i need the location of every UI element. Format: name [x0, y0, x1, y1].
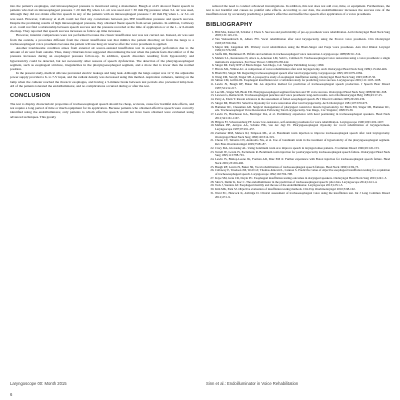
reference-item: 11. Lewin JS, Baugh RF, Baker SR. An objective method for prediction of tracheoesophageal speech production. J Speech Hear Disord 1987;52:212-217. [215, 83, 390, 91]
body-paragraph: Another troublesome condition arises from external air source-assisted insufflation test in esophageal perforation due to the amount of air sent from outside. Thus, many clinicians have suggested discontinuing the test when the patient feels discomfort or if the pressure increases during an esophageal pressure follow-up. In addition, speech disorders resulting from hypotonicity and hypertonicity could be detected, but not necessarily other reasons of speech dysfunction. The detection of the pharyngoesophageal segment, such as esophageal stricture, irregularities in the pharyngoesophageal segment, and a more that is lower than the normal position. [10, 46, 194, 72]
reference-item: 18. Hilgers FJ, Schouwenburg PF. A new low-resistance, self-retaining prosthesis for voice rehabilitation. Laryngoscope 1990;100:1202-1207. [215, 121, 390, 125]
left-column [10, 4, 194, 119]
reference-list [206, 31, 390, 200]
reference-item: 9. Wang ZM, Sun M, Singer MI. A prospective study of esophageal insufflation testing. Otolaryngol Head Neck Surg 1993;108:47-50. [215, 76, 390, 80]
reference-item: 31. Ward EC, Hancock K, Aldridge D. Clinical assessment of tracheoesophageal voice using the insufflation test. Int J Lang Commun Disord 2012;47:1-9. [215, 192, 390, 200]
reference-item: 22. Crary MA, Glowasky AL. Using botulinum toxin A to improve speech in laryngectomee patients. J Commun Disord 1996;29:145-153. [215, 147, 390, 151]
reference-item: 10. Simon CM, Griffin JR. Esophageal insufflation test: a validation study for predicting voice success. Laryngoscope 2001;111:1103-1108. [215, 79, 390, 83]
reference-item: 5. Maletic LL, Kontonatos N, Alaca A, Ackerson LM, Sohl L, Calimon N. Tracheoesophageal voice restoration using a voice prosthesis: a single institution's experience. Ear Nose Throat J 2004;83:238-242. [215, 57, 390, 65]
reference-item: 29. Tack J, Sanders AT. Esophageal motility and the use of the endoilluminator. Laryngoscope 2013;123:1-3. [215, 184, 390, 188]
body-text [10, 4, 194, 88]
page-number: 6 [10, 392, 13, 397]
conclusion-heading: CONCLUSION [10, 93, 51, 100]
continuation-paragraph: reduced the need to conduct advanced investigations. In addition, this test does not add cost, time, or equipment. Furthermore, the test is not harmful and causes no painful side effects. According to our data, the endoilluminator increases the success rate of the insufflation test by accurately predicting a patient's effective and ineffective speech after application of a voice prosthesis. [206, 4, 390, 17]
body-paragraph: In the present study, medical silicone prevented electric leakage and lung leak. Although the lungs output was 12 V, the adjustable power supply provided a 6- to 7-V input, and the radiant density was decreased using this method. Aspiration catheters, turning on the lamp when the catheter reached the thoracic esophagus, and having a 5-minute break between test periods also prevented lamp heat. All of the patients tolerated the endoilluminator, and no complications occurred during or after the test. [10, 71, 194, 88]
reference-item: 27. Kaye SM, Grau CR, Doyle PC. Esophageal insufflation testing outcomes in alaryngeal speakers. Otolaryngol Head Neck Surg 2001;124:1-5. [215, 177, 390, 181]
reference-item: 13. Lawson G, Remacle M. Tracheoesophageal puncture and voice prosthesis: long-term results. Acta Otorhinolaryngol Belg 1989;43:17-25. [215, 94, 390, 98]
reference-item: 7. Bivolo ML, Yilmaz AC. A comparison of voice rehabilitation after total laryngectomy. Arch Otolaryngol Head Neck Surg 1989;115:462-466. [215, 68, 390, 72]
reference-item: 30. Kim MK, Park SJ. Objective evaluation of insufflation testing methods. Clin Exp Otorhinolaryngol 2010;3:98-102. [215, 188, 390, 192]
reference-item: 15. Singer MI, Blom ED. Selective myotomy for voice restoration after total laryngectomy. Arch Otolaryngol 1981;107:670-673. [215, 102, 390, 106]
right-column [206, 4, 390, 199]
reference-item: 25. Baugh RF, Lewin JS, Baker SR. Vocal rehabilitation of tracheoesophageal speech failures. Head Neck 1990;12:69-73. [215, 166, 390, 170]
reference-item: 17. Lewin JS, Hutcheson KA, Barringer DA, et al. Preliminary experience with head positioning in tracheoesophageal speakers. Head Neck 2012;34:1161-1167. [215, 113, 390, 121]
reference-item: 24. Lewin JS, Bishop-Leone JK, Forman AD, Diaz EM Jr. Further experience with Botox injection for tracheoesophageal speech failure. Head Neck 2001;23:456-460. [215, 158, 390, 166]
reference-item: 1. Blitt MA, Kaiser M, Schaller J, Ebers S. Success and predictability of pre-op prosthesis voice rehabilitation. Arch Otolaryngol Head Neck Surg 2005;131:145-151. [215, 31, 390, 39]
reference-item: 6. Singer MI. Early RTF of Blom-Singer. San Diego, CA: Singular Publishing Group; 1999. [215, 64, 390, 68]
reference-item: 4. Staffa DR, Blommaert B. Pitfalls and solutions in tracheoesophageal voice restoration. Laryngoscope 1988;98:311-314. [215, 53, 390, 57]
body-paragraph: However, internist comparisons were not performed because the classic insufflation test was not carried out. Instead, air was sent from the outside, a procedure different from the classic insufflation test that mimics the patient directing air from the lungs to a tracheoesophageal voice prosthesis because the patient will use lung air reserve after the voice prosthesis is applied. [10, 33, 194, 46]
reference-item: 2. Van Weissenbruch R, Albers FW. Vocal rehabilitation after total laryngectomy using the Provox voice prosthesis. Clin Otolaryngol 1993;18:359-364. [215, 38, 390, 46]
reference-item: 16. Hamaker RC, Cheesman AD. Surgical management of pharyngeal constrictor muscle hypertonicity. In: Blom ED, Singer MI, Hamaker RC, eds. Tracheoesophageal Voice Restoration Following Total Laryngectomy. San Diego, CA: Singular; 1998:33-39. [215, 106, 390, 114]
reference-item: 28. Sinn S, Demir K, Koc C. The endoilluminator in the prediction of tracheoesophageal speech: pilot data. Laryngoscope 2014;124:1-4. [215, 181, 390, 185]
reference-item: 14. Perry A, Edels Y. Recent advances in the assessment of failed oesophageal speech. Br J Disord Commun 1985;20:229-236. [215, 98, 390, 102]
reference-item: 26. Callaway E, Truelson JM, Wolf GT, Thomas-Kincaid L, Cannon S. Predictive value of objective esophageal insufflation testing for acquisition of tracheoesophageal speech. Laryngoscope 1992;102:704-708. [215, 169, 390, 177]
reference-item: 20. Zormeier MM, Meleca RJ, Simpson ML, et al. Botulinum toxin injection to improve tracheoesophageal speech after total laryngectomy. Otolaryngol Head Neck Surg 1999;120:314-319. [215, 132, 390, 140]
footer-journal: Laryngoscope 00: Month 2015 [10, 381, 67, 386]
reference-item: 12. Lee ML, Singer MI, Blom ED. Pharyngoesophageal segment function and TE voice success. Otolaryngol Head Neck Surg 1988;99:361-368. [215, 91, 390, 95]
reference-item: 8. Blom ED, Singer MI. Regarding tracheoesophageal speech after total laryngectomy. Laryngoscope 1995;105:1079-1084. [215, 72, 390, 76]
footer-running-title: Sinn et al.: Endoilluminator in Voice Rehabilitation [206, 381, 299, 386]
reference-item: 3. Meyer RR, Lingeman RE. Primary vocal rehabilitation using the Blom-Singer and Panje voice prostheses. Ann Otol Rhinol Laryngol 1982;91:576-583. [215, 46, 390, 54]
reference-item: 23. Terrell JE, Lewin JS, Esclamado R. Botulinum toxin injection for postlaryngectomy tracheoesophageal speech failure. Otolaryngol Head Neck Surg 1995;113:788-791. [215, 151, 390, 159]
reference-item: 21. Chone CT, Teixeira CN, Andreollo NA, et al. Use of botulinum toxin in the treatment of hypertonicity of the pharyngoesophageal segment. Rev Bras Otorrinolaringol 2009;75:81-87. [215, 139, 390, 147]
page-footer [10, 381, 390, 389]
conclusion-paragraph: The test to display characteristic properties of tracheoesophageal speech should be cheap, accurate, cause few harmful side effects, and not require a long period of time or much equipment for its application. Because patients who obtained effective speech were correctly identified using the endoilluminator, only patients to whom effective speech would not have been obtained were evaluated using advanced techniques. This greatly [10, 102, 194, 119]
reference-item: 19. Mahieu HF, Annyas AA, Schutte HK, van der Jagt EJ. Pharyngoesophageal myotomy for vocal rehabilitation of laryngectomees. Laryngoscope 1987;97:451-457. [215, 124, 390, 132]
bibliography-heading: BIBLIOGRAPHY [206, 21, 253, 28]
body-paragraph: into the patient's esophagus, and intraesophageal pressure is monitored using a manometer. Baugh et al.25 showed fluent speech in patients who had an intraesophageal pressure < 20 mm Hg when 1-L air was used and < 30 mm Hg pressure when 3-L air was used, although they did not obtain effective speech in any of the patients with an intraesophageal pressure > 40 mm Hg when 1- or 3-L air was used. However, Callaway et al.26 could not find any correlations between pre-TEP insufflation pressure and speech success. Despite the promising results of high intraesophageal pressure, they obtained fluent speech from seven patients. In addition, Callaway et al. could not find a relationship between speech success and the pressure recorded at the time of application or at the 1- or 6-month checkup. They reported that speech success increases as follow-up time increases. [10, 4, 194, 34]
